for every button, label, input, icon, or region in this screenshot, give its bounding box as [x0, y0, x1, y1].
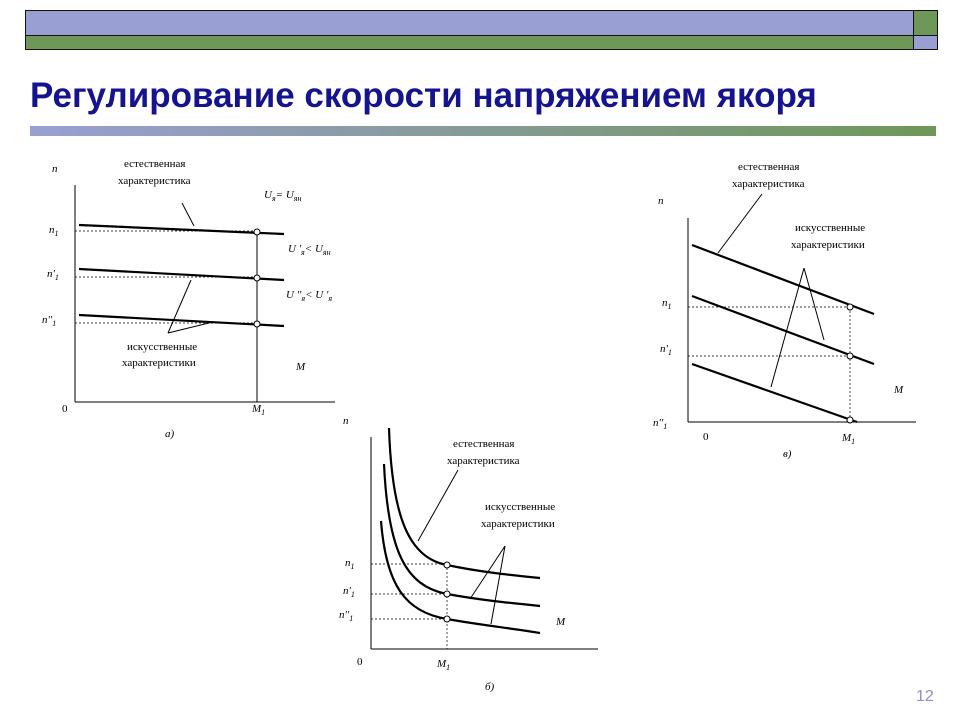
diagram-b-artificial-curve-2 — [381, 521, 540, 633]
diagram-b-tick-n1pp: $n''_1$ — [339, 609, 354, 623]
diagram-a-voltage-lt2: U ''$_я< U$ '$_я$ — [286, 289, 333, 303]
diagram-b-tick-n1p: $n'_1$ — [343, 585, 355, 599]
diagram-a-natural-label-line1: естественная — [124, 158, 186, 170]
diagram-a-panel-label: а) — [165, 428, 175, 440]
diagram-v-natural-label-line2: характеристика — [732, 178, 805, 190]
diagram-a-artificial-label-line1: искусственные — [127, 341, 198, 353]
diagram-v-tick-n1p: $n'_1$ — [660, 343, 672, 357]
diagram-a-natural-curve — [79, 225, 284, 234]
diagram-a-origin: 0 — [62, 403, 68, 415]
diagram-v-tick-M1: $M_1$ — [842, 432, 856, 446]
diagram-v-natural-leader — [718, 194, 762, 253]
diagram-a-n-axis-label: n — [52, 163, 58, 175]
diagram-b-natural-leader — [418, 470, 458, 541]
diagram-v-natural-label-line1: естественная — [738, 161, 800, 173]
diagram-b-tick-n1: $n_1$ — [345, 557, 355, 571]
diagram-a-tick-n1pp: $n''_1$ — [42, 314, 57, 328]
diagram-v-artificial-label-line2: характеристики — [791, 239, 865, 251]
diagram-a-voltage-eq: $U_я= U_{ян}$ — [264, 189, 302, 203]
diagram-v-natural-curve — [692, 245, 874, 314]
diagram-v-panel-label: в) — [783, 448, 792, 460]
diagram-v-tick-n1: $n_1$ — [662, 297, 672, 311]
diagram-v-tick-n1pp: $n''_1$ — [653, 417, 668, 431]
diagram-v-n-axis-label: n — [658, 195, 664, 207]
diagram-b-M-axis-label: M — [556, 616, 566, 628]
slide-title: Регулирование скорости напряжением якоря — [30, 76, 817, 115]
diagram-a-natural-leader — [182, 203, 194, 226]
diagram-a-point-2 — [254, 275, 260, 281]
diagram-a-tick-n1p: $n'_1$ — [47, 268, 59, 282]
diagram-b-origin: 0 — [357, 656, 363, 668]
diagram-b-point-3 — [444, 616, 450, 622]
diagram-b-n-axis-label: n — [343, 415, 349, 427]
diagram-a-artificial-curve-1 — [79, 269, 284, 280]
diagram-b-artificial-label-line1: искусственные — [485, 501, 556, 513]
diagram-v-point-3 — [847, 417, 853, 423]
diagram-b-point-2 — [444, 591, 450, 597]
diagram-a-natural-label-line2: характеристика — [118, 175, 191, 187]
page-number: 12 — [916, 688, 934, 705]
diagram-b-artificial-leader-2 — [491, 546, 505, 624]
diagram-a-point-3 — [254, 321, 260, 327]
diagram-a-tick-M1: $M_1$ — [252, 403, 266, 417]
diagram-v-origin: 0 — [703, 431, 709, 443]
diagram-a-artificial-curve-2 — [79, 315, 284, 326]
diagram-v-artificial-label-line1: искусственные — [795, 222, 866, 234]
diagram-a — [42, 158, 335, 440]
diagram-b-point-1 — [444, 562, 450, 568]
diagram-a-tick-n1: $n_1$ — [49, 224, 59, 238]
diagram-a-artificial-leader-2 — [168, 322, 213, 333]
diagram-a-point-1 — [254, 229, 260, 235]
diagram-a-artificial-leader-1 — [168, 280, 191, 333]
diagram-a-voltage-lt1: U '$_я< U_{ян}$ — [288, 243, 331, 257]
diagram-v — [653, 161, 916, 460]
diagram-b-artificial-label-line2: характеристики — [481, 518, 555, 530]
diagram-b — [339, 415, 598, 693]
diagram-b-tick-M1: $M_1$ — [437, 658, 451, 672]
diagram-v-artificial-leader-1 — [804, 268, 824, 340]
diagram-b-panel-label: б) — [485, 681, 495, 693]
diagram-a-M-axis-label: M — [296, 361, 306, 373]
diagram-a-artificial-label-line2: характеристики — [122, 357, 196, 369]
diagram-v-point-2 — [847, 353, 853, 359]
diagram-b-natural-label-line1: естественная — [453, 438, 515, 450]
diagram-b-natural-label-line2: характеристика — [447, 455, 520, 467]
diagram-v-M-axis-label: M — [894, 384, 904, 396]
diagram-v-point-1 — [847, 304, 853, 310]
